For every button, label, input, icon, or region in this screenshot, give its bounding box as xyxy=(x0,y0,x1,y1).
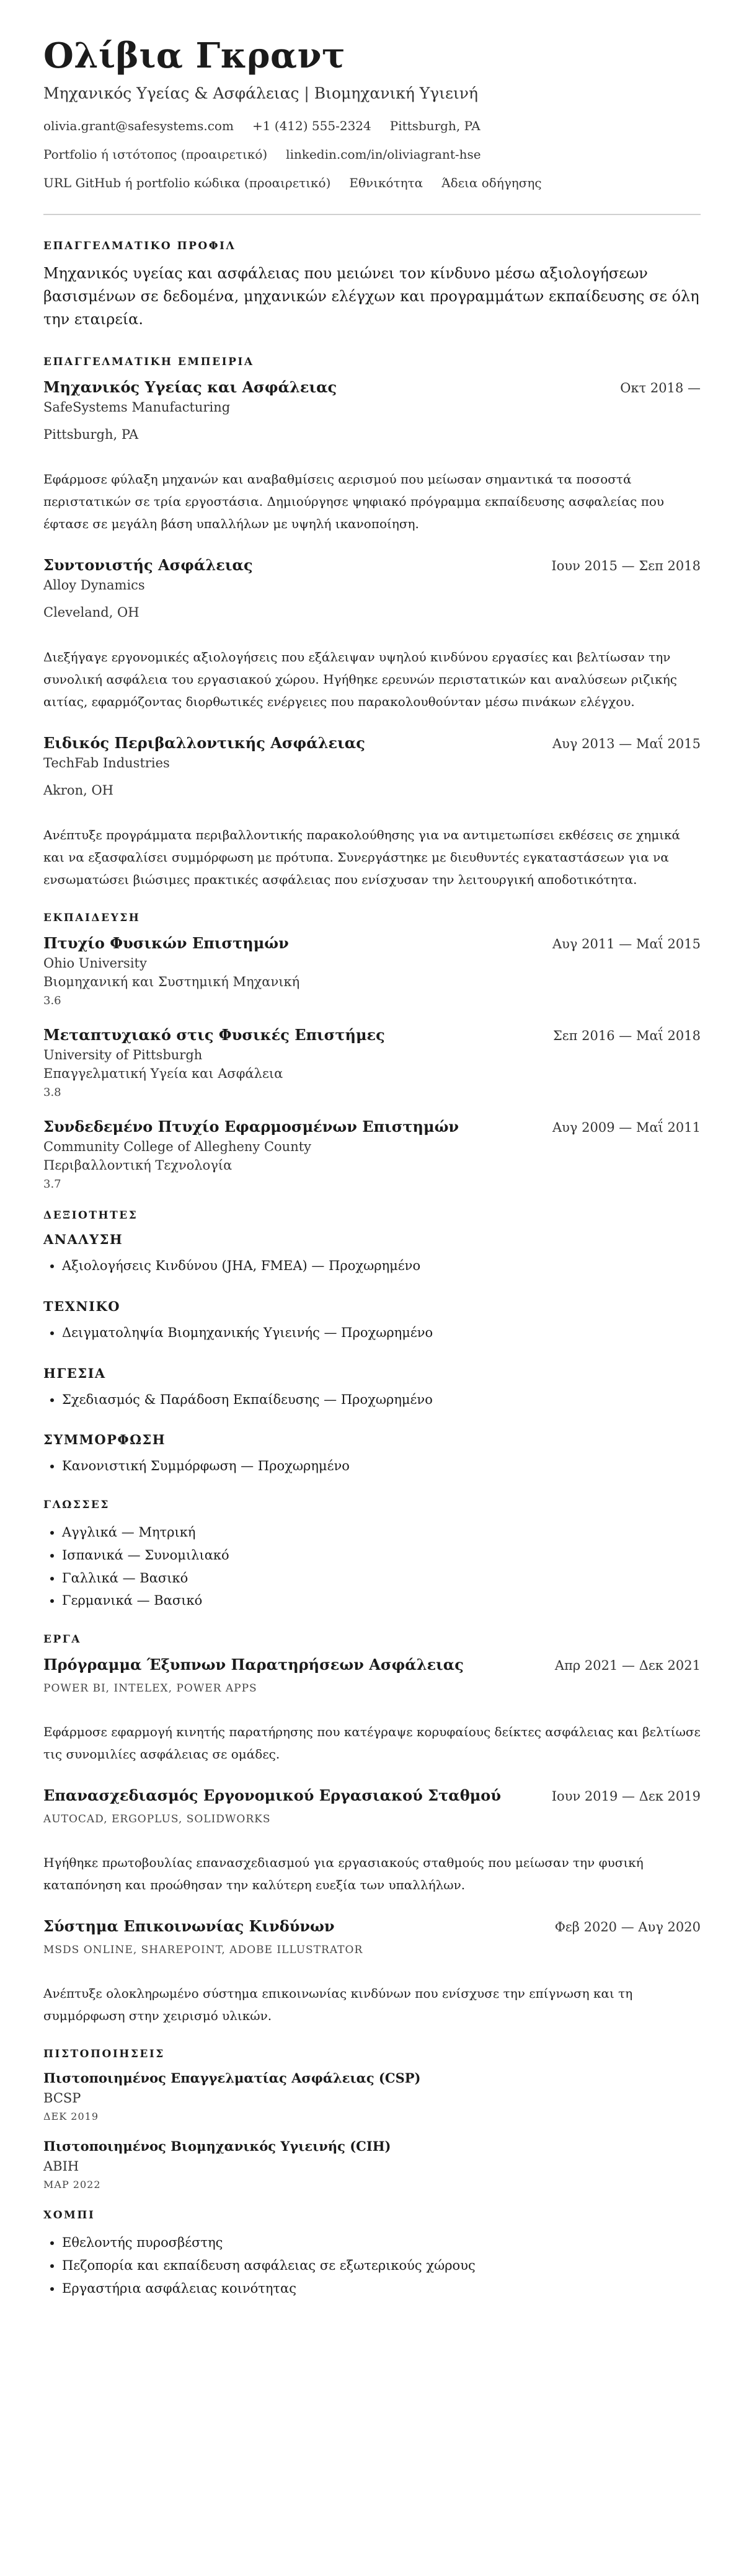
education-entry xyxy=(43,1026,701,1099)
project-entry xyxy=(43,1917,701,2027)
hobby-list xyxy=(43,2231,701,2300)
skill-list xyxy=(43,1388,701,1411)
job-dates: Ιουν 2015 — Σεπ 2018 xyxy=(551,558,701,574)
certification-date: ΜΑΡ 2022 xyxy=(43,2179,101,2191)
project-entry xyxy=(43,1786,701,1896)
location-text: Pittsburgh, PA xyxy=(389,118,480,133)
education-entry xyxy=(43,934,701,1007)
project-description: Εφάρμοσε εφαρμογή κινητής παρατήρησης που κατέγραψε κορυφαίους δείκτες ασφάλειας και βελτίωσε τις συνομιλίες ασφάλειας σε ομάδες. xyxy=(43,1724,701,1762)
degree-title: Πτυχίο Φυσικών Επιστημών xyxy=(43,934,289,953)
job-description: Ανέπτυξε προγράμματα περιβαλλοντικής παρακολούθησης για να αντιμετωπίσει εκθέσεις σε χημικά και να εξασφαλίσει συμμόρφωση με πρότυπα. Συνεργάστηκε με διευθυντές εγκαταστάσεων για να ενσωματώσει βιώσιμες πρακτικές ασφάλειας που ενίσχυσαν την λειτουργική αποδοτικότητα. xyxy=(43,827,681,888)
section-title-skills: ΔΕΞΙΟΤΗΤΕΣ xyxy=(43,1209,138,1222)
school-name: Ohio University xyxy=(43,956,147,971)
contact-row-1 xyxy=(43,118,701,133)
project-tech: AUTOCAD, ERGOPLUS, SOLIDWORKS xyxy=(43,1813,271,1826)
resume-header xyxy=(43,37,701,190)
field-of-study: Επαγγελματική Υγεία και Ασφάλεια xyxy=(43,1066,283,1082)
project-name: Πρόγραμμα Έξυπνων Παρατηρήσεων Ασφάλειας xyxy=(43,1656,464,1674)
candidate-name: Ολίβια Γκραντ xyxy=(43,35,346,76)
certifications-section xyxy=(43,2048,701,2190)
github-link[interactable]: URL GitHub ή portfolio κώδικα (προαιρετικό) xyxy=(43,175,331,190)
job-dates: Αυγ 2013 — Μαΐ 2015 xyxy=(552,736,701,752)
certification-entry xyxy=(43,2070,701,2122)
skill-item: • Αξιολογήσεις Κινδύνου (JHA, FMEA) — Προχωρημένο xyxy=(62,1255,701,1277)
driving-license-text: Άδεια οδήγησης xyxy=(441,175,542,190)
email-link[interactable]: olivia.grant@safesystems.com xyxy=(43,118,234,133)
experience-entry xyxy=(43,556,701,713)
gpa: 3.8 xyxy=(43,1086,61,1100)
skill-item: • Δειγματοληψία Βιομηχανικής Υγιεινής — Προχωρημένο xyxy=(62,1321,701,1344)
experience-section xyxy=(43,356,701,891)
portfolio-link[interactable]: Portfolio ή ιστότοπος (προαιρετικό) xyxy=(43,146,268,162)
education-entry xyxy=(43,1118,701,1191)
job-description: Διεξήγαγε εργονομικές αξιολογήσεις που εξάλειψαν υψηλού κινδύνου εργασίες και βελτίωσαν την συνολική ασφάλεια του εργασιακού χώρου. Ηγήθηκε ερευνών περιστατικών και αναλύσεων ριζικής αιτίας, εφαρμόζοντας διορθωτικές ενέργειες που παρακολουθούνταν μέσω πινάκων ελέγχου. xyxy=(43,650,677,710)
skill-list xyxy=(43,1455,701,1478)
hobby-item: • Πεζοπορία και εκπαίδευση ασφάλειας σε εξωτερικούς χώρους xyxy=(62,2254,701,2277)
projects-section xyxy=(43,1633,701,2027)
hobby-item: • Εργαστήρια ασφάλειας κοινότητας xyxy=(62,2277,701,2300)
field-of-study: Βιομηχανική και Συστημική Μηχανική xyxy=(43,974,300,990)
profile-summary: Μηχανικός υγείας και ασφάλειας που μειώνει τον κίνδυνο μέσω αξιολογήσεων βασισμένων σε δεδομένα, μηχανικών ελέγχων και προγραμμάτων εκπαίδευσης σε όλη την εταιρεία. xyxy=(43,264,699,328)
project-description: Ηγήθηκε πρωτοβουλίας επανασχεδιασμού για εργασιακούς σταθμούς που μείωσαν την φυσική καταπόνηση και προώθησαν την καλύτερη ευεξία των υπαλλήλων. xyxy=(43,1855,644,1893)
section-title-profile: ΕΠΑΓΓΕΛΜΑΤΙΚΟ ΠΡΟΦΙΛ xyxy=(43,239,236,252)
linkedin-link[interactable]: linkedin.com/in/oliviagrant-hse xyxy=(286,146,481,162)
hobbies-section xyxy=(43,2209,701,2300)
project-entry xyxy=(43,1656,701,1765)
language-list xyxy=(43,1521,701,1612)
project-dates: Απρ 2021 — Δεκ 2021 xyxy=(554,1658,701,1674)
education-section xyxy=(43,912,701,1191)
certification-name: Πιστοποιημένος Βιομηχανικός Υγιεινής (CIH) xyxy=(43,2138,391,2155)
nationality-text: Εθνικότητα xyxy=(349,175,423,190)
certification-issuer: BCSP xyxy=(43,2091,81,2106)
skill-item: • Κανονιστική Συμμόρφωση — Προχωρημένο xyxy=(62,1455,701,1478)
skill-category: ΑΝΑΛΥΣΗ xyxy=(43,1232,123,1248)
school-name: Community College of Allegheny County xyxy=(43,1139,312,1155)
skill-category: ΣΥΜΜΟΡΦΩΣΗ xyxy=(43,1432,166,1448)
languages-section xyxy=(43,1499,701,1612)
project-tech: POWER BI, INTELEX, POWER APPS xyxy=(43,1682,257,1695)
section-title-certifications: ΠΙΣΤΟΠΟΙΗΣΕΙΣ xyxy=(43,2048,165,2061)
project-description: Ανέπτυξε ολοκληρωμένο σύστημα επικοινωνίας κινδύνων που ενίσχυσε την επίγνωση και τη συμμόρφωση στην χειρισμό υλικών. xyxy=(43,1986,633,2024)
company-name: SafeSystems Manufacturing xyxy=(43,400,231,415)
project-tech: MSDS ONLINE, SHAREPOINT, ADOBE ILLUSTRATOR xyxy=(43,1944,363,1957)
profile-section xyxy=(43,240,701,332)
language-item: • Ισπανικά — Συνομιλιακό xyxy=(62,1544,701,1567)
job-description: Εφάρμοσε φύλαξη μηχανών και αναβαθμίσεις αερισμού που μείωσαν σημαντικά τα ποσοστά περιστατικών σε τρία εργοστάσια. Δημιούργησε ψηφιακό πρόγραμμα εκπαίδευσης ασφαλείας που έφτασε σε μεγάλη βάση υπαλλήλων με υψηλή ικανοποίηση. xyxy=(43,472,665,532)
language-item: • Γαλλικά — Βασικό xyxy=(62,1567,701,1590)
headline: Μηχανικός Υγείας & Ασφάλειας | Βιομηχανική Υγιεινή xyxy=(43,84,478,102)
job-title: Μηχανικός Υγείας και Ασφάλειας xyxy=(43,378,337,397)
contact-row-2 xyxy=(43,147,701,162)
certification-entry xyxy=(43,2138,701,2190)
hobby-item: • Εθελοντής πυροσβέστης xyxy=(62,2231,701,2254)
experience-entry xyxy=(43,734,701,891)
gpa: 3.6 xyxy=(43,994,61,1008)
degree-title: Μεταπτυχιακό στις Φυσικές Επιστήμες xyxy=(43,1026,385,1044)
job-location: Cleveland, OH xyxy=(43,605,140,620)
experience-entry xyxy=(43,378,701,535)
language-item: • Αγγλικά — Μητρική xyxy=(62,1521,701,1544)
phone-link[interactable]: +1 (412) 555-2324 xyxy=(252,118,371,133)
skills-section xyxy=(43,1209,701,1478)
company-name: TechFab Industries xyxy=(43,756,170,771)
company-name: Alloy Dynamics xyxy=(43,578,145,593)
certification-issuer: ABIH xyxy=(43,2159,79,2174)
header-divider xyxy=(43,214,701,215)
language-item: • Γερμανικά — Βασικό xyxy=(62,1589,701,1612)
school-name: University of Pittsburgh xyxy=(43,1048,203,1063)
education-dates: Σεπ 2016 — Μαΐ 2018 xyxy=(552,1028,701,1044)
section-title-experience: ΕΠΑΓΓΕΛΜΑΤΙΚΗ ΕΜΠΕΙΡΙΑ xyxy=(43,356,254,369)
contact-row-3 xyxy=(43,175,701,190)
skill-item: • Σχεδιασμός & Παράδοση Εκπαίδευσης — Προχωρημένο xyxy=(62,1388,701,1411)
job-dates: Οκτ 2018 — xyxy=(620,381,701,396)
section-title-languages: ΓΛΩΣΣΕΣ xyxy=(43,1499,110,1512)
project-name: Επανασχεδιασμός Εργονομικού Εργασιακού Σταθμού xyxy=(43,1786,501,1805)
education-dates: Αυγ 2011 — Μαΐ 2015 xyxy=(552,937,701,952)
job-location: Pittsburgh, PA xyxy=(43,427,139,443)
job-title: Συντονιστής Ασφάλειας xyxy=(43,556,253,575)
skill-list xyxy=(43,1255,701,1277)
section-title-hobbies: ΧΟΜΠΙ xyxy=(43,2209,95,2222)
certification-date: ΔΕΚ 2019 xyxy=(43,2111,99,2123)
section-title-education: ΕΚΠΑΙΔΕΥΣΗ xyxy=(43,912,141,925)
field-of-study: Περιβαλλοντική Τεχνολογία xyxy=(43,1158,232,1173)
skill-list xyxy=(43,1321,701,1344)
job-location: Akron, OH xyxy=(43,783,113,798)
skill-category: ΤΕΧΝΙΚΟ xyxy=(43,1298,120,1314)
section-title-projects: ΕΡΓΑ xyxy=(43,1633,81,1646)
gpa: 3.7 xyxy=(43,1178,61,1191)
skill-category: ΗΓΕΣΙΑ xyxy=(43,1365,106,1381)
project-name: Σύστημα Επικοινωνίας Κινδύνων xyxy=(43,1917,335,1936)
job-title: Ειδικός Περιβαλλοντικής Ασφάλειας xyxy=(43,734,365,752)
project-dates: Φεβ 2020 — Αυγ 2020 xyxy=(554,1920,701,1935)
education-dates: Αυγ 2009 — Μαΐ 2011 xyxy=(552,1120,701,1136)
degree-title: Συνδεδεμένο Πτυχίο Εφαρμοσμένων Επιστημών xyxy=(43,1118,459,1136)
certification-name: Πιστοποιημένος Επαγγελματίας Ασφάλειας (CSP) xyxy=(43,2070,421,2086)
project-dates: Ιουν 2019 — Δεκ 2019 xyxy=(551,1789,701,1804)
